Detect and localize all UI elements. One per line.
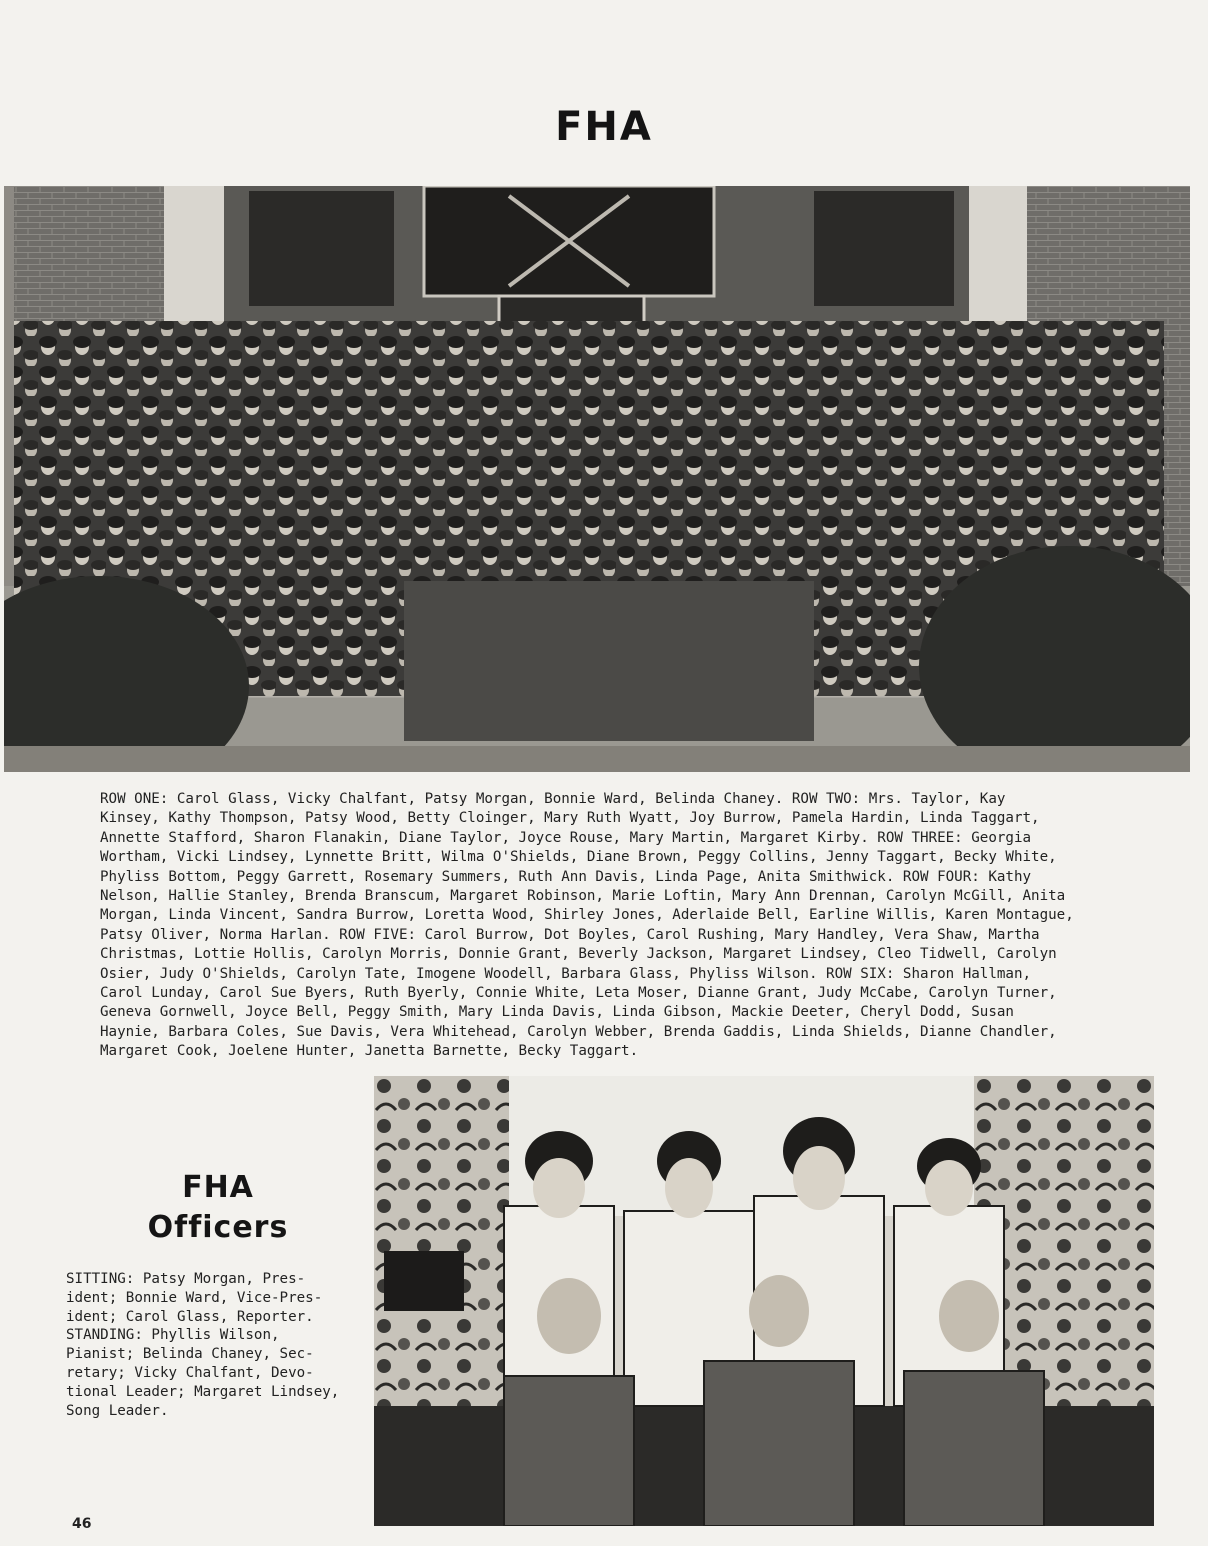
group-photo-illustration (4, 186, 1190, 772)
officers-photo (374, 1076, 1154, 1526)
group-caption: ROW ONE: Carol Glass, Vicky Chalfant, Patsy Morgan, Bonnie Ward, Belinda Chaney. ROW TWO: Mrs. Taylor, Kay Kinsey, Kathy Thompson, Patsy Wood, Betty Cloinger, Mary Ruth Wyatt, Joy Burrow, Pamela Hardin, Linda Taggart, Annette Stafford, Sharon Flanakin, Diane Taylor, Joyce Rouse, Mary Martin, Margaret Kirby. ROW THREE: Georgia Wortham, Vicki Lindsey, Lynnette Britt, Wilma O'Shields, Diane Brown, Peggy Collins, Jenny Taggart, Becky White, Phyliss Bottom, Peggy Garrett, Rosemary Summers, Ruth Ann Davis, Linda Page, Anita Smithwick. ROW FOUR: Kathy Nelson, Hallie Stanley, Brenda Branscum, Margaret Robinson, Marie Loftin, Mary Ann Drennan, Carolyn McGill, Anita Morgan, Linda Vincent, Sandra Burrow, Loretta Wood, Shirley Jones, Aderlaide Bell, Earline Willis, Karen Montague, Patsy Oliver, Norma Harlan. ROW FIVE: Carol Burrow, Dot Boyles, Carol Rushing, Mary Handley, Vera Shaw, Martha Christmas, Lottie Hollis, Carolyn Morris, Donnie Grant, Beverly Jackson, Margaret Lindsey, Cleo Tidwell, Carolyn Osier, Judy O'Shields, Carolyn Tate, Imogene Woodell, Barbara Glass, Phyliss Wilson. ROW SIX: Sharon Hallman, Carol Lunday, Carol Sue Byers, Ruth Byerly, Connie White, Leta Moser, Dianne Grant, Judy McCabe, Carolyn Turner, Geneva Gornwell, Joyce Bell, Peggy Smith, Mary Linda Davis, Linda Gibson, Mackie Deeter, Cheryl Dodd, Susan Haynie, Barbara Coles, Sue Davis, Vera Whitehead, Carolyn Webber, Brenda Gaddis, Linda Shields, Dianne Chandler, Margaret Cook, Joelene Hunter, Janetta Barnette, Becky Taggart. (100, 791, 1074, 1060)
page-title: FHA (555, 104, 653, 150)
officers-heading-line1: FHA (182, 1170, 254, 1205)
officers-heading (100, 1168, 336, 1248)
page-number: 46 (72, 1516, 92, 1532)
officers-caption: SITTING: Patsy Morgan, Pres- ident; Bonnie Ward, Vice-Pres- ident; Carol Glass, Reporter. STANDING: Phyllis Wilson, Pianist; Belinda Chaney, Sec- retary; Vicky Chalfant, Devo- tional Leader; Margaret Lindsey, Song Leader. (66, 1271, 340, 1419)
officers-photo-illustration (374, 1076, 1154, 1526)
group-photo (4, 186, 1190, 772)
officers-heading-line2: Officers (147, 1210, 289, 1245)
